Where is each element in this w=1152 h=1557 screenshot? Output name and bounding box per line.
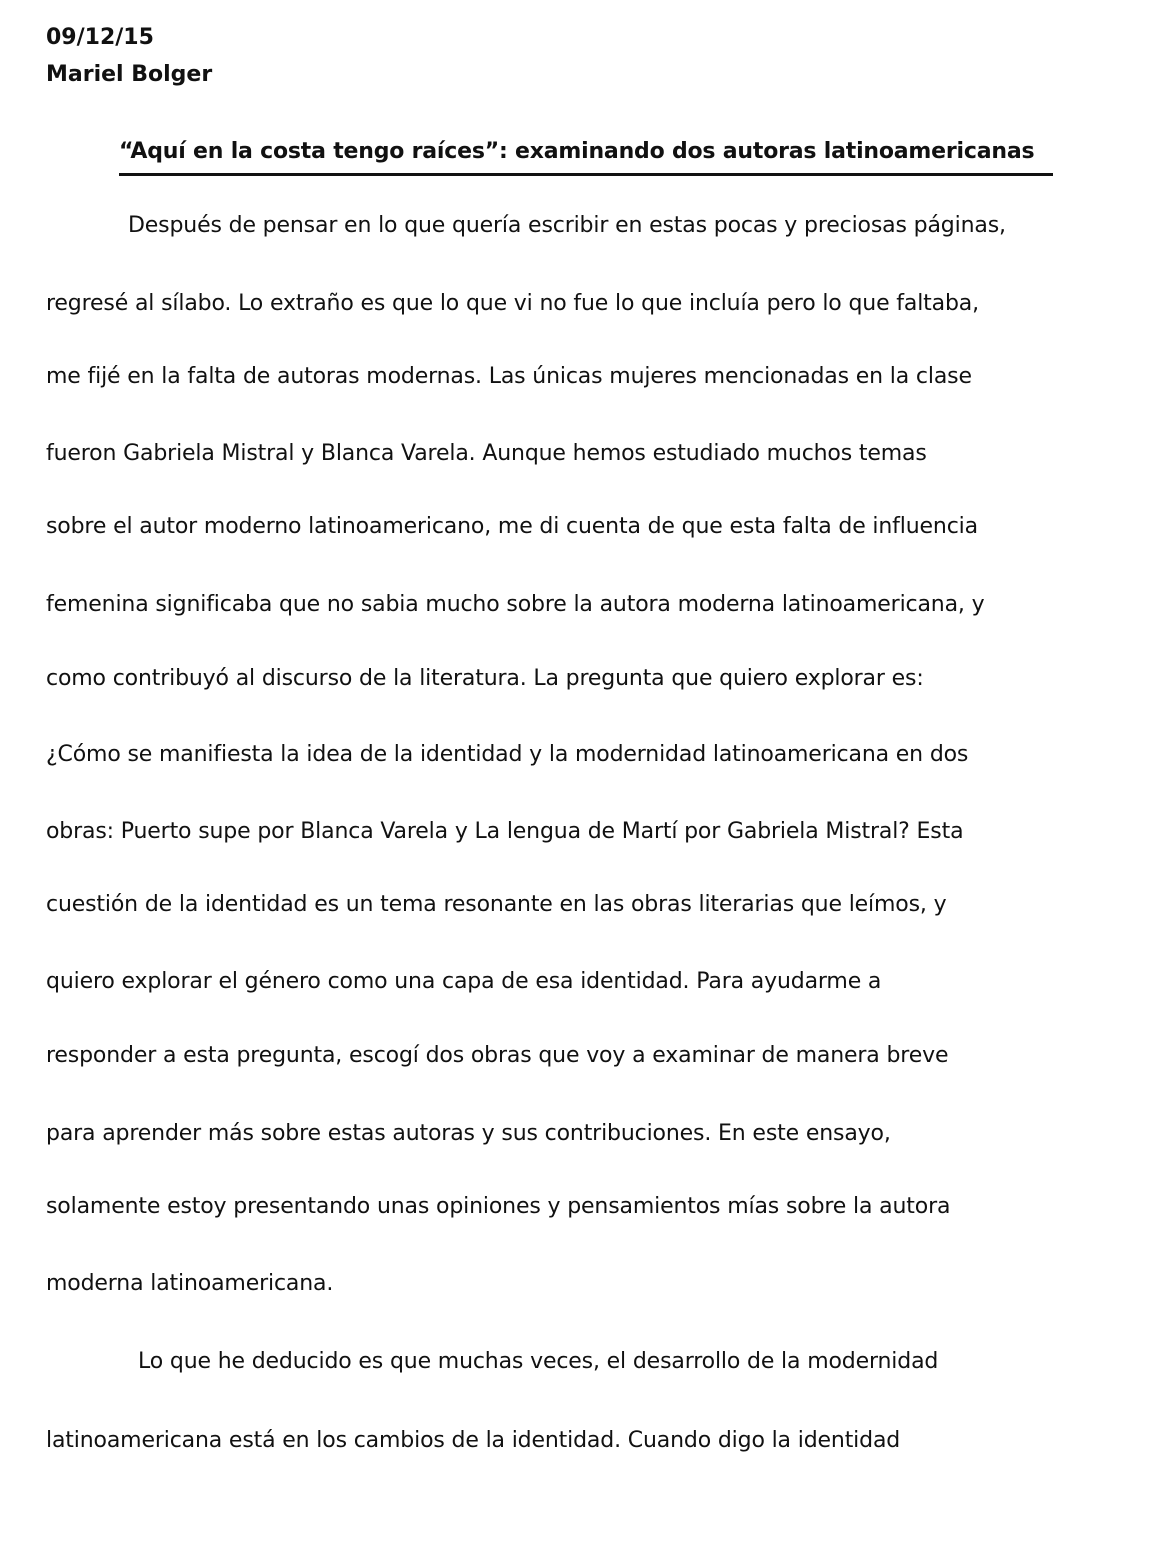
essay-title: “Aquí en la costa tengo raíces”: examinando dos autoras latinoamericanas (119, 137, 1053, 176)
body-line: solamente estoy presentando unas opiniones y pensamientos mías sobre la autora (46, 1194, 951, 1219)
body-line: para aprender más sobre estas autoras y sus contribuciones. En este ensayo, (46, 1121, 891, 1146)
body-line: Lo que he deducido es que muchas veces, el desarrollo de la modernidad (138, 1349, 939, 1374)
body-line: latinoamericana está en los cambios de la identidad. Cuando digo la identidad (46, 1428, 901, 1453)
body-line: regresé al sílabo. Lo extraño es que lo que vi no fue lo que incluía pero lo que faltaba, (46, 291, 979, 316)
body-line: fueron Gabriela Mistral y Blanca Varela. Aunque hemos estudiado muchos temas (46, 441, 927, 466)
author-name: Mariel Bolger (46, 62, 213, 87)
body-line: como contribuyó al discurso de la literatura. La pregunta que quiero explorar es: (46, 666, 924, 691)
body-line: moderna latinoamericana. (46, 1271, 334, 1296)
body-line: quiero explorar el género como una capa de esa identidad. Para ayudarme a (46, 969, 882, 994)
body-line: responder a esta pregunta, escogí dos obras que voy a examinar de manera breve (46, 1043, 949, 1068)
body-line: Después de pensar en lo que quería escribir en estas pocas y preciosas páginas, (128, 213, 1006, 238)
date-line: 09/12/15 (46, 25, 154, 50)
body-line: sobre el autor moderno latinoamericano, me di cuenta de que esta falta de influencia (46, 514, 978, 539)
body-line: ¿Cómo se manifiesta la idea de la identidad y la modernidad latinoamericana en dos (46, 742, 969, 767)
body-line: femenina significaba que no sabia mucho sobre la autora moderna latinoamericana, y (46, 592, 985, 617)
body-line: obras: Puerto supe por Blanca Varela y La lengua de Martí por Gabriela Mistral? Esta (46, 819, 964, 844)
body-line: cuestión de la identidad es un tema resonante en las obras literarias que leímos, y (46, 892, 947, 917)
body-line: me fijé en la falta de autoras modernas. Las únicas mujeres mencionadas en la clase (46, 364, 972, 389)
